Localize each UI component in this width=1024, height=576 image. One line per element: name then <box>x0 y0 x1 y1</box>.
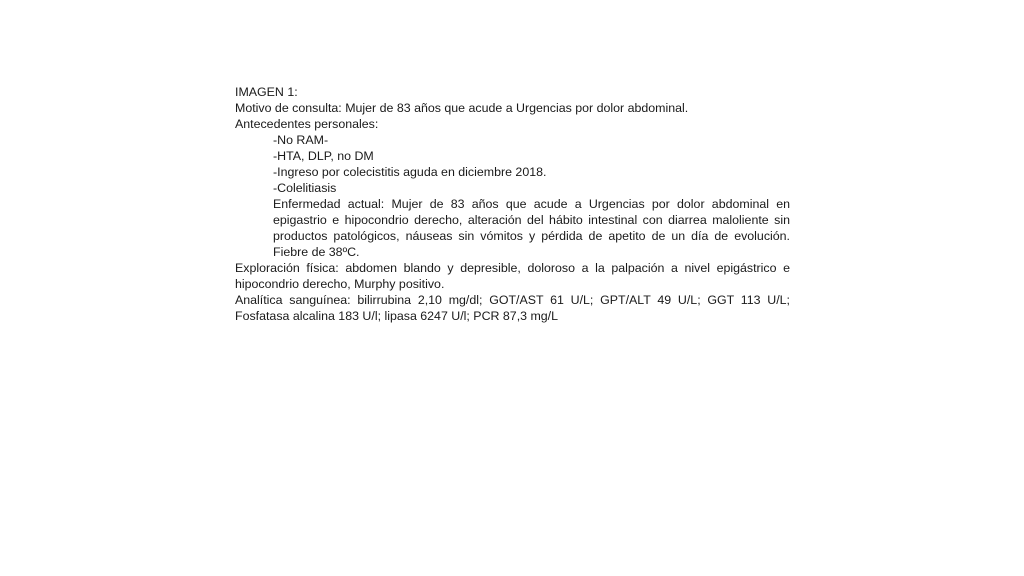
current-illness: Enfermedad actual: Mujer de 83 años que acude a Urgencias por dolor abdominal en epigastrio e hipocondrio derecho, alteración del hábito intestinal con diarrea maloliente sin productos patológicos, náuseas sin vómitos y pérdida de apetito de un día de evolución. Fiebre de 38ºC. <box>273 197 790 259</box>
medical-history-label: Antecedentes personales: <box>235 117 379 131</box>
case-heading: IMAGEN 1: <box>235 85 298 99</box>
history-item-comorbidities: -HTA, DLP, no DM <box>273 149 374 163</box>
history-item-cholelithiasis: -Colelitiasis <box>273 181 337 195</box>
history-item-allergies: -No RAM- <box>273 133 329 147</box>
physical-exam: Exploración física: abdomen blando y depresible, doloroso a la palpación a nivel epigástrico e hipocondrio derecho, Murphy positivo. <box>235 261 790 291</box>
history-item-admission: -Ingreso por colecistitis aguda en diciembre 2018. <box>273 165 547 179</box>
clinical-case-text <box>235 84 790 324</box>
chief-complaint: Motivo de consulta: Mujer de 83 años que acude a Urgencias por dolor abdominal. <box>235 101 689 115</box>
blood-tests: Analítica sanguínea: bilirrubina 2,10 mg/dl; GOT/AST 61 U/L; GPT/ALT 49 U/L; GGT 113 U/L; Fosfatasa alcalina 183 U/l; lipasa 6247 U/l; PCR 87,3 mg/L <box>235 293 790 323</box>
